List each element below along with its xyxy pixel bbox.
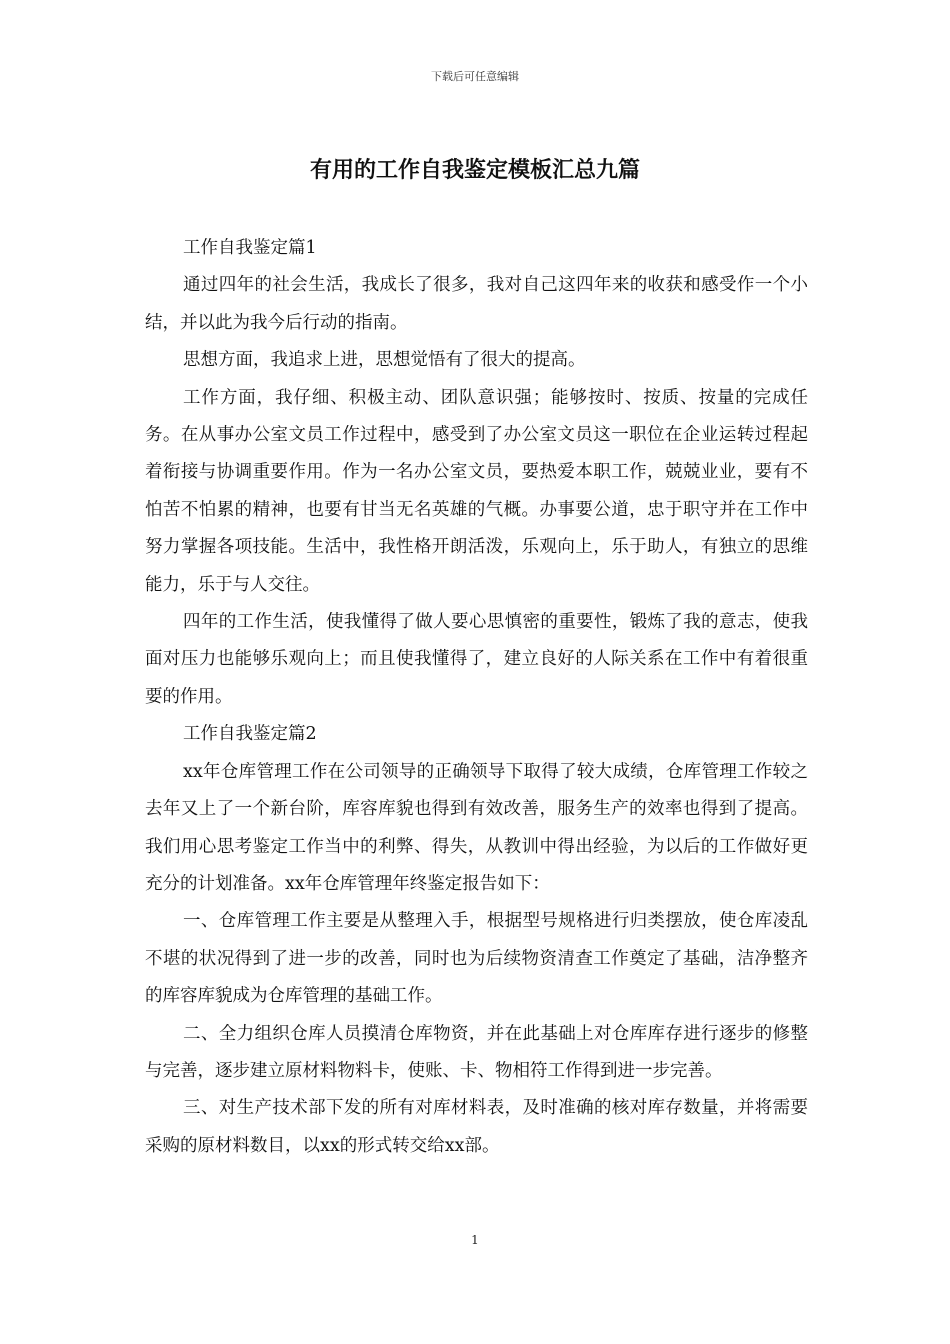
paragraph: 四年的工作生活，使我懂得了做人要心思慎密的重要性，锻炼了我的意志，使我面对压力也能够乐观向上；而且使我懂得了，建立良好的人际关系在工作中有着很重要的作用。 — [145, 612, 808, 707]
paragraph: 通过四年的社会生活，我成长了很多，我对自己这四年来的收获和感受作一个小结，并以此为我今后行动的指南。 — [145, 275, 808, 333]
paragraph: 二、全力组织仓库人员摸清仓库物资，并在此基础上对仓库库存进行逐步的修整与完善，逐步建立原材料物料卡，使账、卡、物相符工作得到进一步完善。 — [145, 1023, 808, 1081]
section-heading-1: 工作自我鉴定篇1 — [183, 238, 317, 258]
paragraph: 思想方面，我追求上进，思想觉悟有了很大的提高。 — [183, 350, 586, 371]
section-heading-2: 工作自我鉴定篇2 — [183, 724, 317, 745]
page-number: 1 — [471, 1233, 479, 1247]
document-body — [145, 230, 808, 1165]
paragraph: xx年仓库管理工作在公司领导的正确领导下取得了较大成绩，仓库管理工作较之去年又上了一个新台阶，库容库貌也得到有效改善，服务生产的效率也得到了提高。我们用心思考鉴定工作当中的利弊、得失，从教训中得出经验，为以后的工作做好更充分的计划准备。xx年仓库管理年终鉴定报告如下： — [145, 761, 808, 894]
paragraph: 工作方面，我仔细、积极主动、团队意识强；能够按时、按质、按量的完成任务。在从事办公室文员工作过程中，感受到了办公室文员这一职位在企业运转过程起着衔接与协调重要作用。作为一名办公室文员，要热爱本职工作，兢兢业业，要有不怕苦不怕累的精神，也要有甘当无名英雄的气概。办事要公道，忠于职守并在工作中努力掌握各项技能。生活中，我性格开朗活泼，乐观向上，乐于助人，有独立的思维能力，乐于与人交往。 — [145, 387, 808, 595]
paragraph: 一、仓库管理工作主要是从整理入手，根据型号规格进行归类摆放，使仓库凌乱不堪的状况得到了进一步的改善，同时也为后续物资清查工作奠定了基础，洁净整齐的库容库貌成为仓库管理的基础工作。 — [145, 911, 808, 1007]
header-note: 下载后可任意编辑 — [431, 70, 519, 83]
document-title: 有用的工作自我鉴定模板汇总九篇 — [309, 158, 640, 183]
paragraph: 三、对生产技术部下发的所有对库材料表，及时准确的核对库存数量，并将需要采购的原材料数目，以xx的形式转交给xx部。 — [145, 1098, 808, 1156]
